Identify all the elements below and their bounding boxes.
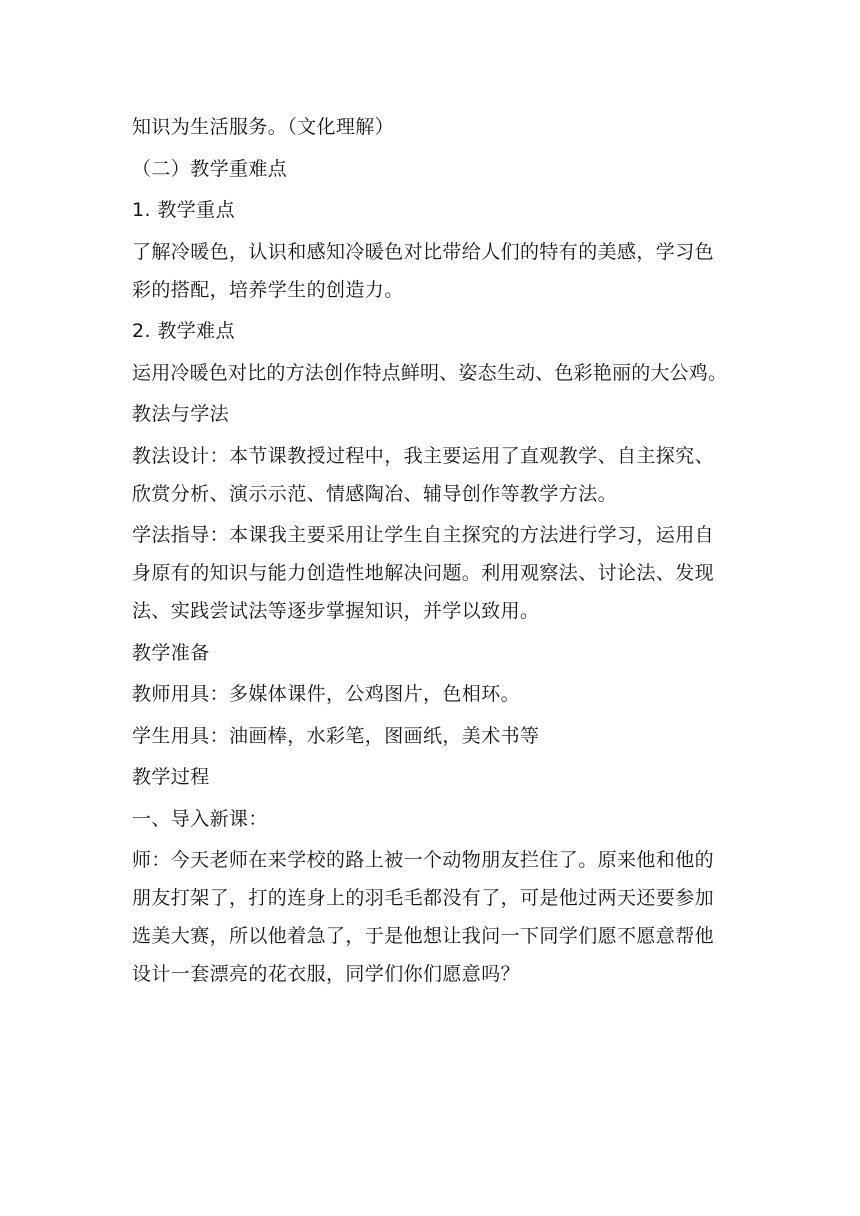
heading-teaching-key-difficult-points: （二）教学重难点 <box>132 157 288 180</box>
paragraph-culture-understanding: 知识为生活服务。（文化理解） <box>132 116 395 138</box>
paragraph-student-materials: 学生用具：油画棒，水彩笔，图画纸，美术书等 <box>132 724 540 747</box>
paragraph-teaching-difficulties: 运用冷暖色对比的方法创作特点鲜明、姿态生动、色彩艳丽的大公鸡。 <box>132 361 728 384</box>
heading-teaching-difficulties: 2. 教学难点 <box>132 320 235 342</box>
heading-teaching-key-points: 1. 教学重点 <box>132 199 235 221</box>
document-body <box>132 108 732 997</box>
heading-teaching-preparation: 教学准备 <box>132 641 210 664</box>
paragraph-teacher-materials: 教师用具：多媒体课件，公鸡图片，色相环。 <box>132 683 521 705</box>
heading-teaching-process: 教学过程 <box>132 766 210 788</box>
paragraph-teacher-intro-story: 师：今天老师在来学校的路上被一个动物朋友拦住了。原来他和他的朋友打架了，打的连身上的羽毛毛都没有了，可是他过两天还要参加选美大赛，所以他着急了，于是他想让我问一下同学们愿不愿意帮他设计一套漂亮的花衣服，同学们你们愿意吗？ <box>132 849 715 985</box>
paragraph-learning-method-guidance: 学法指导：本课我主要采用让学生自主探究的方法进行学习，运用自身原有的知识与能力创造性地解决问题。利用观察法、讨论法、发现法、实践尝试法等逐步掌握知识，并学以致用。 <box>132 524 715 622</box>
heading-teaching-and-learning-methods: 教法与学法 <box>132 403 230 425</box>
paragraph-teaching-method-design: 教法设计：本节课教授过程中，我主要运用了直观教学、自主探究、欣赏分析、演示示范、情感陶冶、辅导创作等教学方法。 <box>132 444 715 505</box>
paragraph-teaching-key-points: 了解冷暖色，认识和感知冷暖色对比带给人们的特有的美感，学习色彩的搭配，培养学生的创造力。 <box>132 240 715 301</box>
heading-new-lesson-intro: 一、导入新课： <box>132 807 268 830</box>
